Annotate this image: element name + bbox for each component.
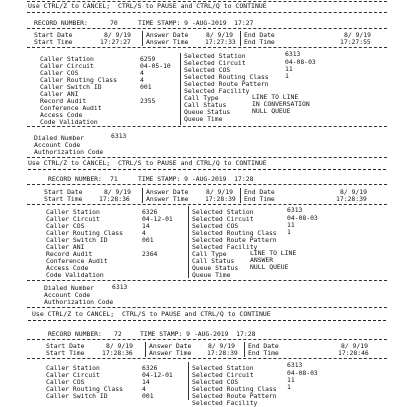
account-code-label: Account Code <box>34 141 81 149</box>
selected-routing-label: Selected Routing Class <box>192 229 277 237</box>
start-time-label: Start Time <box>44 195 83 203</box>
divider <box>180 53 181 125</box>
start-time-label: Start Time <box>34 38 73 46</box>
call-status-label: Call Status <box>184 101 227 109</box>
answer-date-label: Answer Date <box>146 31 189 39</box>
caller-cos-label: Caller COS <box>40 69 79 77</box>
caller-ani-label: Caller ANI <box>46 243 85 251</box>
caller-routing-label: Caller Routing Class <box>40 76 117 84</box>
answer-time-value: 17:28:39 <box>205 195 236 203</box>
record-70-bottom-rule <box>27 157 387 158</box>
divider <box>142 188 143 203</box>
answer-date-value: 8/ 9/19 <box>206 31 233 39</box>
record-70-timestamp: TIME STAMP: 9 -AUG-2019 17:27 <box>138 19 254 27</box>
caller-switch-label: Caller Switch ID <box>46 236 108 244</box>
caller-switch-value: 001 <box>140 83 152 91</box>
divider <box>188 362 189 400</box>
end-time-value: 17:28:46 <box>338 349 369 357</box>
call-type-value: LINE TO LINE <box>252 93 299 101</box>
selected-cos-label: Selected COS <box>184 66 231 74</box>
caller-circuit-label: Caller Circuit <box>46 215 100 223</box>
divider <box>188 206 189 278</box>
record-71-label: RECORD NUMBER: <box>48 175 102 183</box>
end-date-value: 8/ 9/19 <box>341 342 368 350</box>
caller-switch-value: 001 <box>142 236 154 244</box>
end-date-value: 8/ 9/19 <box>344 31 371 39</box>
caller-routing-value: 4 <box>140 76 144 84</box>
caller-routing-label: Caller Routing Class <box>46 229 123 237</box>
record-71-timestamp: TIME STAMP: 9 -AUG-2019 17:28 <box>138 175 254 183</box>
start-date-value: 8/ 9/19 <box>104 188 131 196</box>
caller-circuit-label: Caller Circuit <box>46 371 100 379</box>
code-validation-label: Code Validation <box>46 271 104 279</box>
record-70-number: 70 <box>110 19 118 27</box>
record-70-times-rule <box>27 47 387 48</box>
record-72-timestamp: TIME STAMP: 9 -AUG-2019 17:28 <box>140 330 256 338</box>
caller-station-label: Caller Station <box>46 208 100 216</box>
record-70-header-rule <box>27 28 387 29</box>
selected-station-label: Selected Station <box>192 208 254 216</box>
divider <box>240 188 241 203</box>
top-ctrl-line: Use CTRL/Z to CANCEL; CTRL/S to PAUSE and CTRL/Q to CONTINUE <box>28 2 267 10</box>
selected-station-label: Selected Station <box>192 364 254 372</box>
authorization-code-label: Authorization Code <box>34 148 104 156</box>
caller-cos-value: 14 <box>142 222 150 230</box>
record-audit-label: Record Audit <box>46 250 93 258</box>
end-time-label: End Time <box>244 38 275 46</box>
caller-station-label: Caller Station <box>46 364 100 372</box>
access-code-label: Access Code <box>40 111 83 119</box>
selected-cos-value: 11 <box>287 221 295 229</box>
dialed-number-value: 6313 <box>112 283 128 291</box>
selected-routing-label: Selected Routing Class <box>184 73 269 81</box>
call-status-value: ANSWER <box>250 256 274 264</box>
selected-circuit-value: 04-08-03 <box>287 214 318 222</box>
selected-facility-label: Selected Facility <box>184 87 250 95</box>
call-status-value: IN CONVERSATION <box>252 100 310 108</box>
answer-date-value: 8/ 9/19 <box>206 188 233 196</box>
caller-switch-value: 001 <box>142 392 154 400</box>
record-separator <box>28 320 386 321</box>
caller-circuit-label: Caller Circuit <box>40 62 94 70</box>
answer-time-value: 17:28:39 <box>207 349 238 357</box>
call-type-label: Call Type <box>184 94 219 102</box>
record-70-body-rule <box>27 126 387 127</box>
conference-audit-label: Conference Audit <box>46 257 108 265</box>
caller-station-value: 6326 <box>142 208 158 216</box>
selected-facility-label: Selected Facility <box>192 399 258 407</box>
selected-circuit-value: 04-08-03 <box>285 58 316 66</box>
queue-status-value: NULL QUEUE <box>252 107 291 115</box>
record-audit-value: 2364 <box>142 250 158 258</box>
start-date-value: 8/ 9/19 <box>104 31 131 39</box>
caller-cos-label: Caller COS <box>46 378 85 386</box>
record-71-number: 71 <box>110 175 118 183</box>
end-date-label: End Date <box>244 31 275 39</box>
caller-circuit-value: 04-05-10 <box>140 62 171 70</box>
authorization-code-label: Authorization Code <box>44 298 114 306</box>
answer-time-label: Answer Time <box>146 38 189 46</box>
selected-routing-value: 1 <box>285 72 289 80</box>
selected-routing-value: 1 <box>287 228 291 236</box>
end-date-value: 8/ 9/19 <box>340 188 367 196</box>
queue-status-label: Queue Status <box>192 264 239 272</box>
record-70-top-rule <box>27 12 387 13</box>
answer-date-label: Answer Date <box>146 188 189 196</box>
selected-cos-value: 11 <box>287 376 295 384</box>
record-separator <box>28 169 386 170</box>
answer-time-label: Answer Time <box>146 195 189 203</box>
end-time-value: 17:28:39 <box>336 195 367 203</box>
queue-time-label: Queue Time <box>192 271 231 279</box>
caller-cos-label: Caller COS <box>46 222 85 230</box>
divider <box>142 31 143 46</box>
answer-date-label: Answer Date <box>149 342 192 350</box>
selected-circuit-label: Selected Circuit <box>192 371 254 379</box>
selected-station-value: 6313 <box>285 50 301 58</box>
divider <box>240 31 241 46</box>
selected-facility-label: Selected Facility <box>192 243 258 251</box>
answer-date-value: 8/ 9/19 <box>208 342 235 350</box>
call-type-label: Call Type <box>192 250 227 258</box>
caller-station-label: Caller Station <box>40 55 94 63</box>
caller-ani-label: Caller ANI <box>40 90 79 98</box>
caller-switch-label: Caller Switch ID <box>40 83 102 91</box>
code-validation-label: Code Validation <box>40 118 98 126</box>
account-code-label: Account Code <box>44 291 91 299</box>
record-72-label: RECORD NUMBER: <box>48 330 102 338</box>
record-71-times-rule <box>27 204 387 205</box>
end-time-label: End Time <box>244 195 275 203</box>
start-date-value: 8/ 9/19 <box>106 342 133 350</box>
start-date-label: Start Date <box>46 342 85 350</box>
divider <box>145 342 146 357</box>
ctrl-line: Use CTRL/Z to CANCEL; CTRL/S to PAUSE and CTRL/Q to CONTINUE <box>32 310 271 318</box>
caller-circuit-value: 04-12-01 <box>142 215 173 223</box>
queue-time-label: Queue Time <box>184 115 223 123</box>
record-audit-label: Record Audit <box>40 97 87 105</box>
record-70-label: RECORD NUMBER: <box>34 19 88 27</box>
queue-status-value: NULL QUEUE <box>250 263 289 271</box>
start-time-value: 17:28:36 <box>102 349 133 357</box>
selected-station-value: 6313 <box>287 206 303 214</box>
dialed-number-label: Dialed Number <box>34 134 85 142</box>
selected-circuit-label: Selected Circuit <box>184 59 246 67</box>
record-72-number: 72 <box>114 330 122 338</box>
dialed-number-label: Dialed Number <box>44 284 95 292</box>
end-time-label: End Time <box>248 349 279 357</box>
selected-station-label: Selected Station <box>184 52 246 60</box>
selected-cos-value: 11 <box>285 65 293 73</box>
start-date-label: Start Date <box>44 188 83 196</box>
call-type-value: LINE TO LINE <box>250 249 297 257</box>
selected-cos-label: Selected COS <box>192 222 239 230</box>
selected-circuit-label: Selected Circuit <box>192 215 254 223</box>
answer-time-label: Answer Time <box>149 349 192 357</box>
record-71-header-rule <box>27 184 387 185</box>
end-time-value: 17:27:55 <box>340 38 371 46</box>
selected-cos-label: Selected COS <box>192 378 239 386</box>
selected-station-value: 6313 <box>287 361 303 369</box>
call-status-label: Call Status <box>192 257 235 265</box>
selected-route-pattern-label: Selected Route Pattern <box>184 80 269 88</box>
caller-cos-value: 14 <box>142 378 150 386</box>
record-71-body-rule <box>27 280 387 281</box>
caller-circuit-value: 04-12-01 <box>142 371 173 379</box>
record-72-times-rule <box>27 358 387 359</box>
selected-route-pattern-label: Selected Route Pattern <box>192 236 277 244</box>
caller-switch-label: Caller Switch ID <box>46 392 108 400</box>
selected-route-pattern-label: Selected Route Pattern <box>192 392 277 400</box>
start-date-label: Start Date <box>34 31 73 39</box>
ctrl-line: Use CTRL/Z to CANCEL; CTRL/S to PAUSE and CTRL/Q to CONTINUE <box>28 159 267 167</box>
caller-routing-value: 4 <box>142 385 146 393</box>
answer-time-value: 17:27:33 <box>205 38 236 46</box>
access-code-label: Access Code <box>46 264 89 272</box>
end-date-label: End Date <box>248 342 279 350</box>
start-time-value: 17:27:27 <box>100 38 131 46</box>
caller-routing-value: 4 <box>142 229 146 237</box>
queue-status-label: Queue Status <box>184 108 231 116</box>
divider <box>244 342 245 357</box>
record-audit-value: 2355 <box>140 97 156 105</box>
caller-station-value: 6259 <box>140 55 156 63</box>
start-time-label: Start Time <box>46 349 85 357</box>
caller-routing-label: Caller Routing Class <box>46 385 123 393</box>
caller-station-value: 6326 <box>142 364 158 372</box>
record-72-header-rule <box>27 339 387 340</box>
selected-routing-value: 1 <box>287 383 291 391</box>
record-71-bottom-rule <box>27 307 387 308</box>
end-date-label: End Date <box>244 188 275 196</box>
dialed-number-value: 6313 <box>111 132 127 140</box>
start-time-value: 17:28:36 <box>99 195 130 203</box>
selected-circuit-value: 04-08-03 <box>287 369 318 377</box>
selected-routing-label: Selected Routing Class <box>192 385 277 393</box>
conference-audit-label: Conference Audit <box>40 104 102 112</box>
caller-cos-value: 4 <box>140 69 144 77</box>
